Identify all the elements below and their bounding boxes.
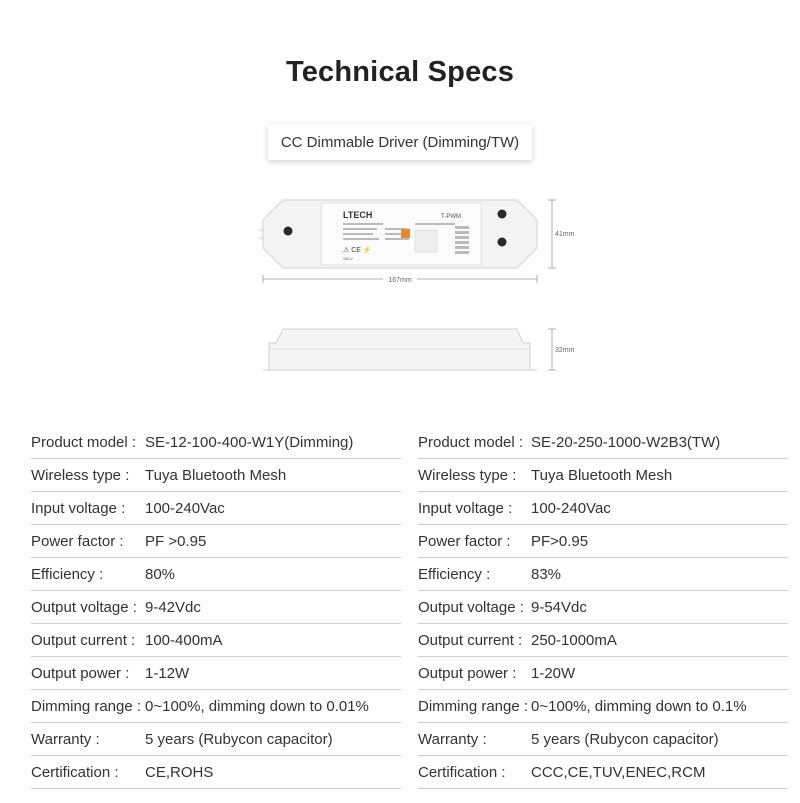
spec-label: Certification : — [418, 764, 506, 781]
spec-row — [31, 624, 401, 657]
spec-row — [31, 525, 401, 558]
spec-value: 1-20W — [531, 665, 576, 682]
driver-side-body — [263, 329, 537, 370]
spec-value: 9-54Vdc — [531, 599, 587, 616]
spec-label: Dimming range : — [418, 698, 529, 715]
spec-label: Warranty : — [418, 731, 487, 748]
spec-label: Power factor : — [31, 533, 124, 550]
selv-mark: SELV — [343, 256, 353, 261]
spec-row — [31, 492, 401, 525]
spec-row — [418, 690, 788, 723]
spec-row — [418, 558, 788, 591]
depth-dimension-label: 32mm — [555, 347, 575, 354]
page-title: Technical Specs — [285, 56, 515, 88]
spec-label: Input voltage : — [418, 500, 513, 517]
specs-table-dimming — [31, 426, 401, 789]
spec-value: 0~100%, dimming down to 0.1% — [531, 698, 747, 715]
spec-value: CE,ROHS — [145, 764, 214, 781]
spec-value: 83% — [531, 566, 562, 583]
spec-label: Output power : — [31, 665, 130, 682]
product-side-view-image — [255, 325, 575, 377]
spec-value: PF>0.95 — [531, 533, 589, 550]
tpwm-badge: T-PWM — [441, 214, 461, 220]
spec-label: Output power : — [418, 665, 517, 682]
spec-label: Efficiency : — [31, 566, 104, 583]
spec-label: Product model : — [31, 434, 137, 451]
spec-value: SE-12-100-400-W1Y(Dimming) — [145, 434, 354, 451]
spec-label: Power factor : — [418, 533, 511, 550]
specs-table-tunable-white — [418, 426, 788, 789]
spec-value: CCC,CE,TUV,ENEC,RCM — [531, 764, 706, 781]
ce-mark: ⚠ CE ⚡ — [343, 247, 372, 254]
spec-row — [31, 426, 401, 459]
spec-label: Output current : — [31, 632, 136, 649]
spec-row — [418, 756, 788, 789]
spec-row — [31, 459, 401, 492]
spec-value: 1-12W — [145, 665, 190, 682]
spec-row — [418, 657, 788, 690]
spec-label: Input voltage : — [31, 500, 126, 517]
spec-value: 5 years (Rubycon capacitor) — [531, 731, 719, 748]
spec-value: SE-20-250-1000-W2B3(TW) — [531, 434, 721, 451]
spec-value: PF >0.95 — [145, 533, 207, 550]
spec-row — [418, 492, 788, 525]
spec-label: Output voltage : — [31, 599, 137, 616]
spec-value: 100-400mA — [145, 632, 223, 649]
spec-row — [418, 459, 788, 492]
spec-value: 80% — [145, 566, 176, 583]
brand-logo: LTECH — [343, 210, 373, 220]
spec-label: Wireless type : — [31, 467, 130, 484]
height-dimension-label: 41mm — [555, 231, 575, 238]
spec-value: Tuya Bluetooth Mesh — [531, 467, 673, 484]
spec-label: Output voltage : — [418, 599, 524, 616]
spec-label: Wireless type : — [418, 467, 517, 484]
spec-row — [418, 591, 788, 624]
spec-row — [418, 426, 788, 459]
spec-value: Tuya Bluetooth Mesh — [145, 467, 287, 484]
spec-row — [31, 690, 401, 723]
spec-row — [418, 723, 788, 756]
spec-row — [31, 756, 401, 789]
product-subtitle — [268, 124, 532, 160]
spec-value: 5 years (Rubycon capacitor) — [145, 731, 333, 748]
spec-row — [31, 591, 401, 624]
spec-row — [418, 624, 788, 657]
spec-value: 100-240Vac — [145, 500, 225, 517]
spec-label: Certification : — [31, 764, 119, 781]
spec-value: 250-1000mA — [531, 632, 617, 649]
spec-label: Output current : — [418, 632, 523, 649]
spec-label: Warranty : — [31, 731, 100, 748]
spec-row — [31, 657, 401, 690]
width-dimension-label: 167mm — [388, 277, 412, 284]
spec-label: Dimming range : — [31, 698, 142, 715]
spec-value: 9-42Vdc — [145, 599, 201, 616]
spec-label: Product model : — [418, 434, 524, 451]
spec-label: Efficiency : — [418, 566, 491, 583]
spec-row — [31, 723, 401, 756]
spec-value: 100-240Vac — [531, 500, 611, 517]
product-subtitle-text: CC Dimmable Driver (Dimming/TW) — [280, 133, 520, 151]
spec-row — [31, 558, 401, 591]
spec-row — [418, 525, 788, 558]
spec-value: 0~100%, dimming down to 0.01% — [145, 698, 369, 715]
product-top-view-image — [255, 190, 575, 290]
